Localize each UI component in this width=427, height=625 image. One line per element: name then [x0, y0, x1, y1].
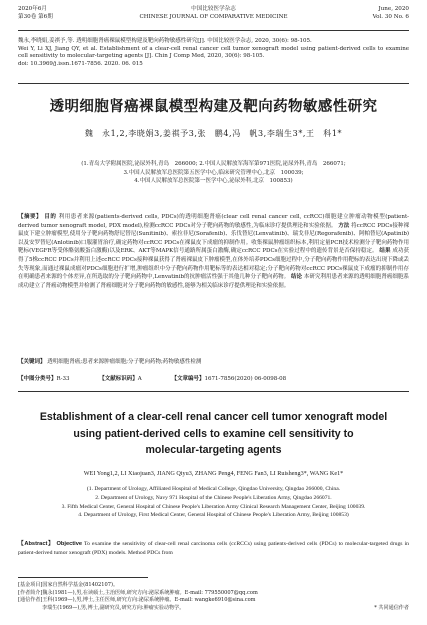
- abstract-cn-conclusion-label: 结论: [291, 274, 303, 281]
- doc-code-label: 【文献标识码】: [99, 376, 138, 382]
- clc-label: 【中图分类号】: [18, 376, 57, 382]
- abstract-en-label: 【Abstract】: [18, 541, 55, 547]
- affiliation-en-line: 2. Department of Urology, Navy 971 Hospital of the Chinese People's Liberation Army, Qingdao 266071.: [95, 494, 332, 501]
- footnotes: [18, 582, 409, 612]
- doc-code-value: A: [137, 376, 142, 382]
- header-journal-cn: 中国比较医学杂志: [191, 6, 236, 12]
- header-issue-cn: 2020年6月: [18, 6, 47, 12]
- clc-value: R-33: [56, 376, 70, 382]
- abstract-cn-methods: 将ccRCC PDCs接种裸鼠皮下建立肿瘤模型,使用分子靶向药物舒尼替尼(Sunitinib)、索拉非尼(Sorafenib)、乐伐替尼(Lenvatinib)、瑞戈非尼(Regorafenib)、阿帕替尼(Apatinib)以及安罗替尼(Anlotinib)口服灌胃治疗,确定药物对ccRCC PDCs在裸鼠皮下成瘤的抑制作用。收集裸鼠肿瘤组织标本,利用定量PCR技术检测分子靶向药物作用靶标(VEGFR等受体酪氨酸蛋白激酶)以及ERK、AKT等MAPK信号通路所属蛋白激酶,确定ccRCC PDCs在实验过程中的遗传背景是否保持稳定。: [18, 222, 409, 255]
- title-en: [18, 409, 409, 459]
- title-en-line: using patient-derived cells to examine cell sensitivity to: [73, 427, 354, 440]
- article-number-field: [172, 376, 301, 382]
- keywords-cn-label: 【关键词】: [18, 359, 46, 365]
- clc-field: [18, 376, 84, 382]
- affiliation-en-line: 4. Department of Urology, First Medical Center, General Hospital of Chinese People's Liberation Army, Beijing 100853): [78, 512, 349, 519]
- abstract-cn-objective: 利用患者来源(patients-derived cells, PDCs)的透明细胞肾癌(clear cell renal cancer cell, ccRCC)细胞建立肿瘤动物模型(patient-derived tumor xenograft model, PDX model),检测ccRCC PDCs对分子靶向药物的敏感性,为临床诊疗提供理论和实验依据。: [18, 214, 410, 229]
- header-center: [18, 5, 409, 21]
- abstract-cn-methods-label: 方法: [338, 222, 350, 229]
- citation-en: Wei Y, Li XJ, Jiang QY, et al. Establishment of a clear-cell renal cancer cell tumor xenograft model using patient-derived cells to examine cell sensitivity to molecular-targeting agents [J]. Chin J Comp Med, 2020, 30(6): 98-105.: [18, 45, 409, 60]
- header-volume-en: Vol. 30 No. 6: [372, 14, 409, 20]
- header-date-en: June, 2020: [378, 6, 409, 12]
- affiliation-cn-line: 3.中国人民解放军总医院第五医学中心,临床研究管理中心,北京 100039;: [123, 169, 304, 176]
- article-number-label: 【文章编号】: [171, 376, 205, 382]
- affiliation-en-line: (1. Department of Urology, Affiliated Hospital of Medical College, Qingdao University, Qingdao 266000, China.: [86, 486, 341, 492]
- meta-rule: [18, 391, 409, 392]
- header-rule: [18, 30, 409, 31]
- abstract-cn: [18, 213, 409, 290]
- affiliations-en: [18, 485, 409, 520]
- classification-meta: [18, 375, 409, 383]
- abstract-en: [18, 540, 409, 558]
- keywords-cn-text: 透明细胞肾癌;患者来源肿瘤细胞;分子靶向药物;药物敏感性检测: [47, 359, 202, 365]
- article-number-value: 1671-7856(2020) 06-0098-08: [204, 376, 287, 382]
- header-volume-cn: 第30卷 第6期: [18, 14, 53, 20]
- header-journal-en: CHINESE JOURNAL OF COMPARATIVE MEDICINE: [139, 14, 288, 20]
- authors-en: WEI Yong1,2, LI Xiaojuan3, JIANG Qiyu3, ZHANG Peng4, FENG Fan3, LI Ruisheng3*, WANG Ke1*: [83, 470, 344, 477]
- abstract-en-text: To examine the sensitivity of clear-cell renal carcinoma cells (ccRCCs) using patients-derived cells (PDCs) to molecular-targeted drugs in patient-derived tumor xenograft (PDX) models. Method PDCs from: [18, 541, 410, 556]
- footnote-co-corresponding-note: * 共同通信作者: [374, 604, 409, 611]
- footnote-corresponding-2: 李瑞生(1969—),男,博士,副研究员,研究方向:肿瘤实验动物学。: [42, 604, 185, 611]
- citation-rule: [18, 83, 409, 84]
- keywords-cn: [18, 358, 409, 367]
- affiliation-en-line: 3. Fifth Medical Center, General Hospital of Chinese People's Liberation Army Clinical Research Management Center, Beijing 100039.: [61, 503, 366, 510]
- footnote-funding: [基金项目]国家自然科学基金(81402107)。: [18, 582, 119, 588]
- citation-block: [18, 38, 409, 69]
- footnote-corresponding-1: [通信作者]王科(1969—),男,博士,主任医师,研究方向:泌尿系统肿瘤。E-mail: wangke6910@sina.com: [18, 597, 256, 604]
- running-header: [18, 5, 409, 29]
- doc-code-field: [99, 376, 156, 382]
- header-right: [373, 5, 409, 21]
- citation-doi: doi: 10.3969/j.issn.1671-7856. 2020. 06. 015: [18, 61, 143, 68]
- affiliations-cn: [30, 160, 397, 186]
- affiliation-cn-line: (1.青岛大学附属医院,泌尿外科,青岛 266000; 2.中国人民解放军海军第971医院,泌尿外科,青岛 266071;: [81, 161, 346, 167]
- footnote-rule: [18, 577, 148, 578]
- affiliation-cn-line: 4.中国人民解放军总医院第一医学中心,泌尿外科,北京 100853): [134, 178, 293, 185]
- title-en-line: molecular-targeting agents: [145, 444, 282, 456]
- abstract-cn-objective-label: 目的: [44, 214, 57, 220]
- citation-cn: 魏永,李晓娟,姜祺予,等. 透明细胞肾癌裸鼠模型构建及靶向药物敏感性研究[J]. 中国比较医学杂志, 2020, 30(6): 98-105.: [18, 38, 312, 44]
- abstract-en-objective-label: Objective: [56, 541, 83, 547]
- title-en-line: Establishment of a clear-cell renal cancer cell tumor xenograft model: [39, 411, 388, 423]
- title-cn: 透明细胞肾癌裸鼠模型构建及靶向药物敏感性研究: [49, 99, 378, 115]
- abstract-cn-results-label: 结果: [379, 248, 391, 255]
- abstract-cn-label: 【摘要】: [18, 214, 43, 220]
- abstract-cn-results: 成功获得了5株ccRCC PDCs并利用上述ccRCC PDCs接种裸鼠获得了肾癌裸鼠皮下肿瘤模型,在体外培养PDCs细胞过程中,分子靶向药物作用靶标的表达出现下降或丢失等现象,而通过裸鼠成瘤对PDCs细胞进行扩增,肿瘤组织中分子靶向药物作用靶标等的表达相对稳定;分子靶向药物对ccRCC PDCs裸鼠皮下成瘤的抑制作用存在明确患者来源的个体差异,在所选取的分子靶向药物中,Lenvatinib的抗肿瘤活性强于其他几种分子靶向药物。: [18, 248, 409, 281]
- abstract-cn-conclusion: 本研究利用患者来源的透明细胞肾癌细胞系成功建立了肾癌动物模型并检测了肾癌细胞对分子靶向药物的敏感性,能够为相关临床诊疗提供理论和实验依据。: [18, 274, 410, 289]
- footnote-author-bio: [作者简介]魏永(1981—),男,在读硕士,主治医师,研究方向:泌尿系统肿瘤。E-mail: 779550007@qq.com: [18, 589, 258, 596]
- authors-cn: 魏 永1,2,李晓娟3,姜祺予3,张 鹏4,冯 帆3,李瑞生3*,王 科1*: [84, 129, 343, 138]
